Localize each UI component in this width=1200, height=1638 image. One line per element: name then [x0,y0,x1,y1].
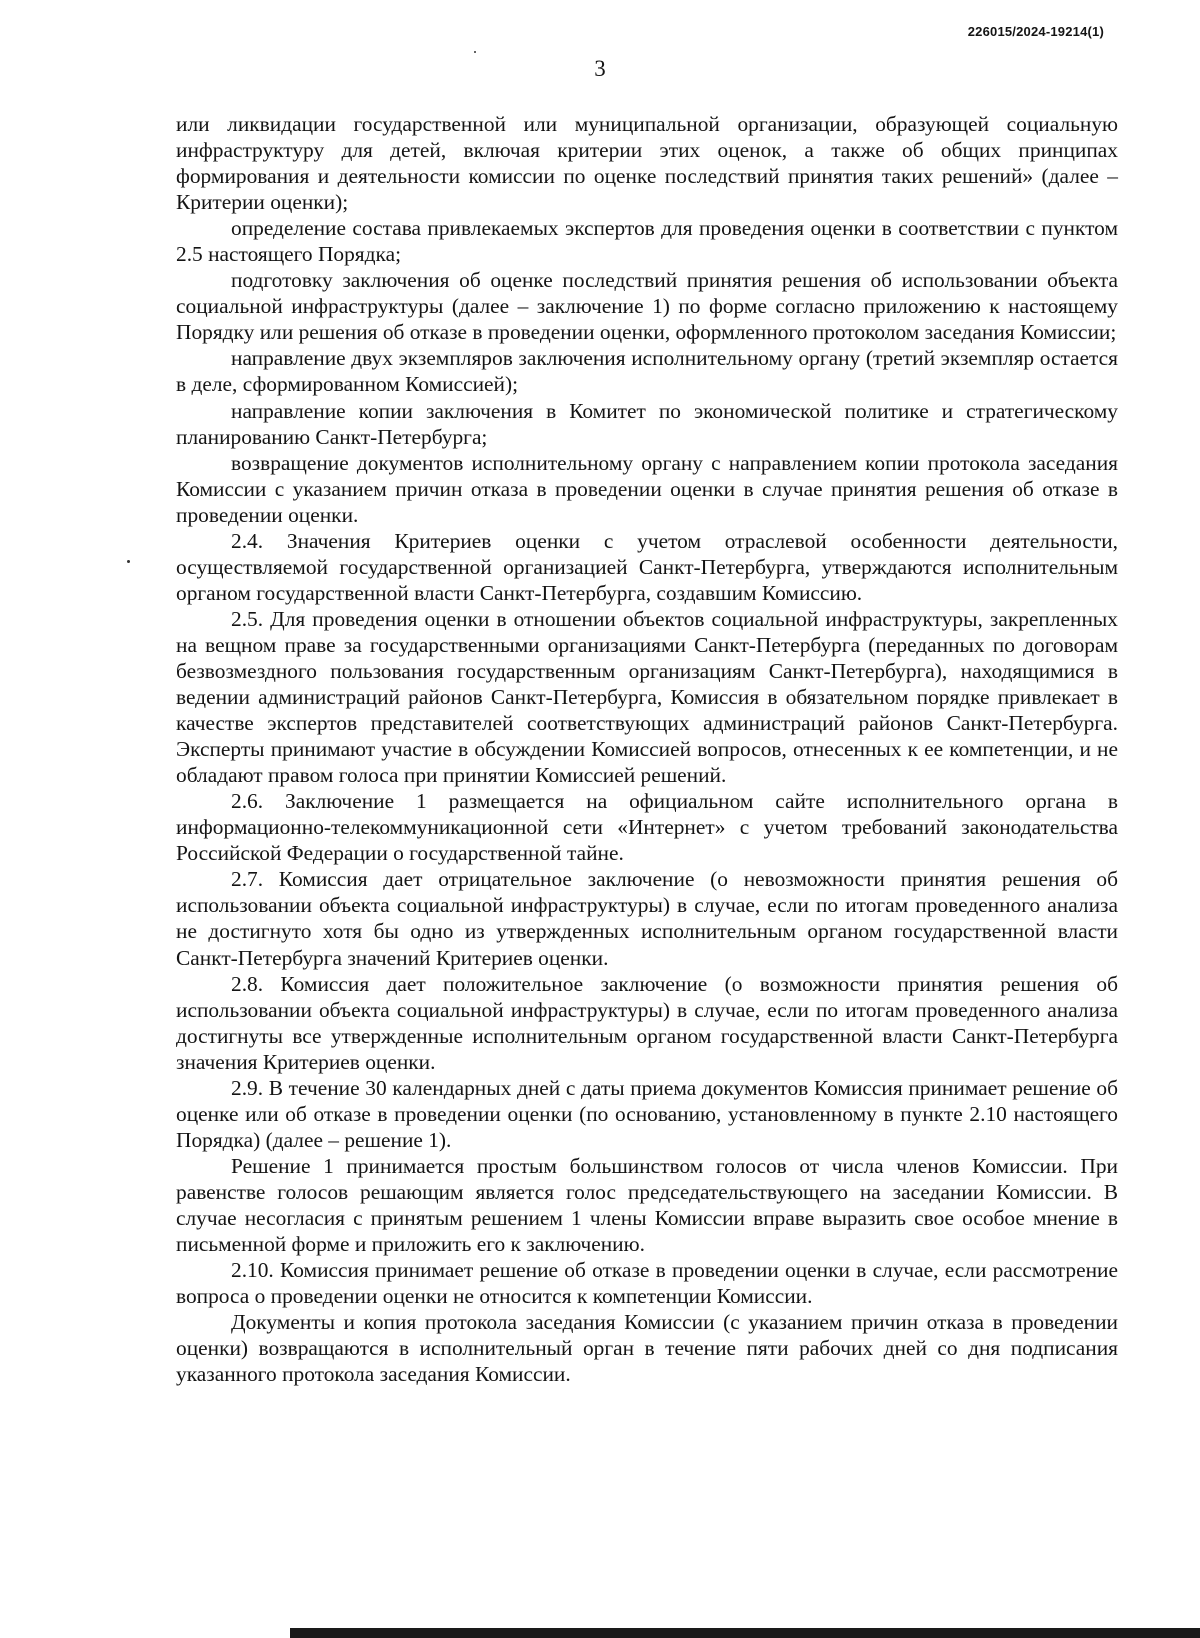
document-registration-number: 226015/2024-19214(1) [967,24,1104,39]
paragraph-2-5: 2.5. Для проведения оценки в отношении объектов социальной инфраструктуры, закрепленных на вещном праве за государственными организациями Санкт-Петербурга (переданных по договорам безвозмездного пользования государственным организациям Санкт-Петербурга), находящимися в ведении администраций районов Санкт-Петербурга, Комиссия в обязательном порядке привлекает в качестве экспертов представителей соответствующих администраций районов Санкт-Петербурга. Эксперты принимают участие в обсуждении Комиссией вопросов, отнесенных к ее компетенции, и не обладают правом голоса при принятии Комиссией решений. [176,606,1118,788]
document-body [176,111,1118,1387]
scan-speck [127,560,130,563]
paragraph-2-8: 2.8. Комиссия дает положительное заключение (о возможности принятия решения об использовании объекта социальной инфраструктуры) в случае, если по итогам проведенного анализа достигнуты все утвержденные исполнительным органом государственной власти Санкт-Петербурга значения Критериев оценки. [176,971,1118,1074]
paragraph-2-7: 2.7. Комиссия дает отрицательное заключение (о невозможности принятия решения об использовании объекта социальной инфраструктуры) в случае, если по итогам проведенного анализа не достигнуто хотя бы одно из утвержденных исполнительным органом государственной власти Санкт-Петербурга значений Критериев оценки. [176,867,1118,970]
paragraph-decision-voting: Решение 1 принимается простым большинством голосов от числа членов Комиссии. При равенстве голосов решающим является голос председательствующего на заседании Комиссии. В случае несогласия с принятым решением 1 члены Комиссии вправе выразить свое особое мнение в письменной форме и приложить его к заключению. [176,1153,1118,1257]
paragraph-experts-composition: определение состава привлекаемых экспертов для проведения оценки в соответствии с пунктом 2.5 настоящего Порядка; [176,216,1118,267]
paragraph-documents-return: возвращение документов исполнительному органу с направлением копии протокола заседания Комиссии с указанием причин отказа в проведении оценки в случае принятия решения об отказе в проведении оценки. [176,450,1118,527]
paragraph-continuation: или ликвидации государственной или муниципальной организации, образующей социальную инфраструктуру для детей, включая критерии этих оценок, а также об общих принципах формирования и деятельности комиссии по оценке последствий принятия таких решений» (далее – Критерии оценки); [176,112,1118,215]
paragraph-2-4: 2.4. Значения Критериев оценки с учетом отраслевой особенности деятельности, осуществляемой государственной организацией Санкт-Петербурга, утверждаются исполнительным органом государственной власти Санкт-Петербурга, создавшим Комиссию. [176,528,1118,605]
paragraph-2-10: 2.10. Комиссия принимает решение об отказе в проведении оценки в случае, если рассмотрение вопроса о проведении оценки не относится к компетенции Комиссии. [176,1258,1118,1309]
paragraph-2-9: 2.9. В течение 30 календарных дней с даты приема документов Комиссия принимает решение об оценке или об отказе в проведении оценки (по основанию, установленному в пункте 2.10 настоящего Порядка) (далее – решение 1). [176,1075,1118,1152]
page-number: 3 [594,56,606,81]
paragraph-2-6: 2.6. Заключение 1 размещается на официальном сайте исполнительного органа в информационно-телекоммуникационной сети «Интернет» с учетом требований законодательства Российской Федерации о государственной тайне. [176,789,1118,866]
paragraph-copies-to-executive-body: направление двух экземпляров заключения исполнительному органу (третий экземпляр остается в деле, сформированном Комиссией); [176,346,1118,397]
scan-speck [474,51,476,53]
paragraph-conclusion-preparation: подготовку заключения об оценке последствий принятия решения об использовании объекта социальной инфраструктуры (далее – заключение 1) по форме согласно приложению к настоящему Порядку или решения об отказе в проведении оценки, оформленного протоколом заседания Комиссии; [176,268,1118,345]
paragraph-copy-to-committee: направление копии заключения в Комитет по экономической политике и стратегическому планированию Санкт-Петербурга; [176,398,1118,449]
paragraph-documents-returned: Документы и копия протокола заседания Комиссии (с указанием причин отказа в проведении оценки) возвращаются в исполнительный орган в течение пяти рабочих дней со дня подписания указанного протокола заседания Комиссии. [176,1310,1118,1387]
scan-edge-line [290,1628,1200,1638]
